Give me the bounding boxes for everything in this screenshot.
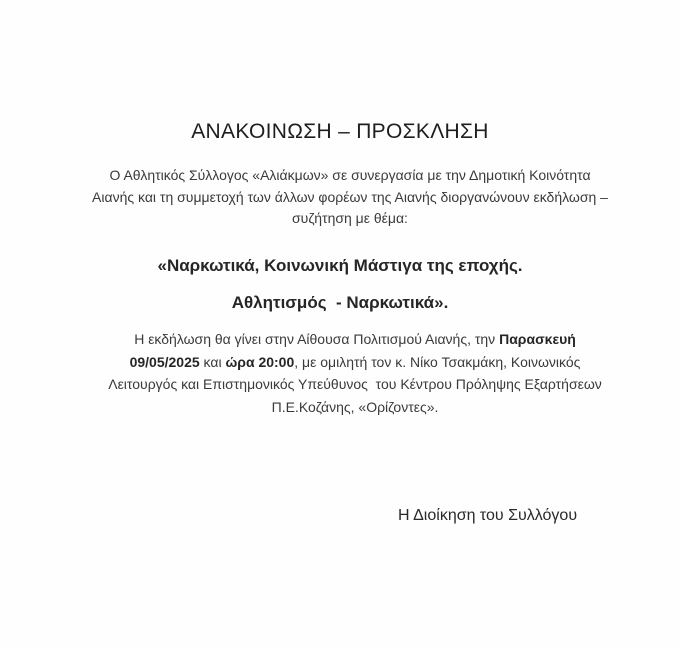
details-time: ώρα 20:00	[225, 353, 295, 370]
topic-heading-line-1: «Ναρκωτικά, Κοινωνική Μάστιγα της εποχής.	[157, 256, 523, 275]
details-venue-text: Η εκδήλωση θα γίνει στην Αίθουσα Πολιτισμού Αιανής, την	[134, 331, 500, 347]
intro-line-1: Ο Αθλητικός Σύλλογος «Αλιάκμων» σε συνεργασία με την Δημοτική Κοινότητα	[109, 167, 591, 183]
event-details-paragraph	[40, 328, 670, 418]
intro-line-2: Αιανής και τη συμμετοχή των άλλων φορέων της Αιανής διοργανώνουν εκδήλωση –	[92, 188, 608, 205]
details-line-1	[40, 328, 670, 351]
details-date: 09/05/2025	[129, 353, 200, 370]
signature-line: Η Διοίκηση του Συλλόγου	[398, 507, 578, 524]
document-title: ΑΝΑΚΟΙΝΩΣΗ – ΠΡΟΣΚΛΗΣΗ	[191, 120, 489, 143]
details-line-2	[40, 351, 670, 374]
intro-paragraph	[30, 165, 670, 230]
details-and-text: και	[199, 353, 226, 370]
intro-line-3: συζήτηση με θέμα:	[292, 210, 408, 226]
details-day: Παρασκευή	[499, 331, 576, 347]
topic-heading-line-2: Αθλητισμός - Ναρκωτικά».	[231, 293, 449, 312]
details-line-4: Π.Ε.Κοζάνης, «Ορίζοντες».	[271, 398, 439, 415]
details-speaker-text: , με ομιλητή τον κ. Νίκο Τσακμάκη, Κοινωνικός	[294, 353, 581, 370]
details-line-3: Λειτουργός και Επιστημονικός Υπεύθυνος του Κέντρου Πρόληψης Εξαρτήσεων	[108, 376, 602, 392]
